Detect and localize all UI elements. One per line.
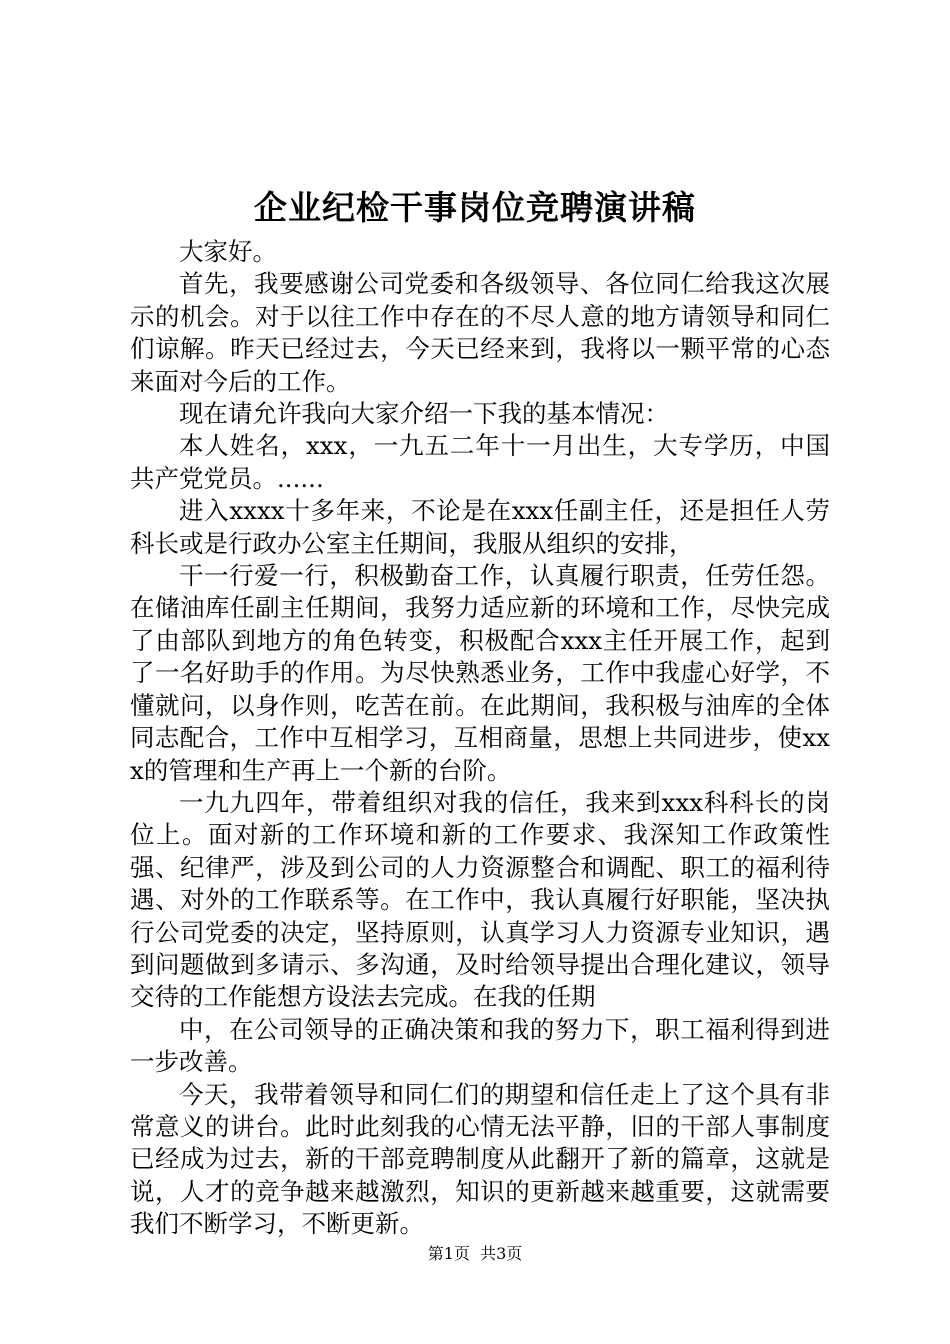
paragraph-personal-info: 本人姓名，xxx，一九五二年十一月出生，大专学历，中国共产党党员。...... bbox=[130, 431, 830, 493]
paragraph-1994: 一九九四年，带着组织对我的信任，我来到xxx科科长的岗位上。面对新的工作环境和新的工作要求、我深知工作政策性强、纪律严，涉及到公司的人力资源整合和调配、职工的福利待遇、对外的工作联系等。在工作中，我认真履行好职能，坚决执行公司党委的决定，坚持原则，认真学习人力资源专业知识，遇到问题做到多请示、多沟通，及时给领导提出合理化建议，领导交待的工作能想方设法去完成。在我的任期 bbox=[130, 787, 830, 1012]
paragraph-intro: 现在请允许我向大家介绍一下我的基本情况： bbox=[179, 399, 669, 429]
paragraph-greeting: 大家好。 bbox=[179, 237, 277, 266]
document-body bbox=[130, 236, 830, 1241]
page-number: 第1页 共3页 bbox=[427, 1244, 523, 1263]
paragraph-tenure: 中，在公司领导的正确决策和我的努力下，职工福利得到进一步改善。 bbox=[130, 1014, 830, 1077]
document-title: 企业纪检干事岗位竞聘演讲稿 bbox=[254, 188, 696, 227]
paragraph-oil-depot: 干一行爱一行，积极勤奋工作，认真履行职责，任劳任怨。在储油库任副主任期间，我努力适应新的环境和工作，尽快完成了由部队到地方的角色转变，积极配合xxx主任开展工作，起到了一名好助手的作用。为尽快熟悉业务，工作中我虚心好学，不懂就问，以身作则，吃苦在前。在此期间，我积极与油库的全体同志配合，工作中互相学习，互相商量，思想上共同进步，使xxx的管理和生产再上一个新的台阶。 bbox=[130, 561, 830, 785]
page-footer bbox=[0, 1243, 950, 1265]
paragraph-today: 今天，我带着领导和同仁们的期望和信任走上了这个具有非常意义的讲台。此时此刻我的心情无法平静，旧的干部人事制度已经成为过去，新的干部竞聘制度从此翻开了新的篇章，这就是说，人才的竞争越来越激烈，知识的更新越来越重要，这就需要我们不断学习，不断更新。 bbox=[130, 1079, 830, 1239]
paragraph-thanks: 首先，我要感谢公司党委和各级领导、各位同仁给我这次展示的机会。对于以往工作中存在的不尽人意的地方请领导和同仁们谅解。昨天已经过去，今天已经来到，我将以一颗平常的心态来面对今后的工作。 bbox=[130, 269, 830, 396]
paragraph-career: 进入xxxx十多年来，不论是在xxx任副主任，还是担任人劳科长或是行政办公室主任期间，我服从组织的安排， bbox=[130, 496, 830, 558]
